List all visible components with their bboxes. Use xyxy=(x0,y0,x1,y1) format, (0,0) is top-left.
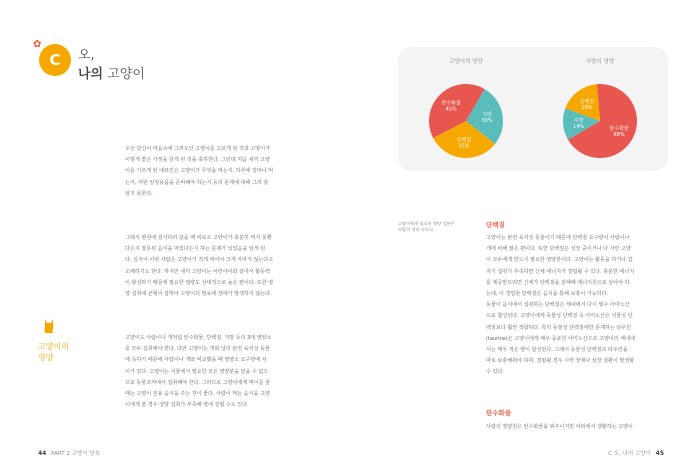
section-carb-text: 사람의 영양원은 탄수화물을 위주이지만 야외에서 생활하는 고양이 xyxy=(486,424,633,430)
slice-label: 지방 30% xyxy=(481,111,493,124)
page-title-strong: 나의 xyxy=(78,67,104,82)
section-protein-title: 단백질 xyxy=(486,221,505,229)
slice-label: 탄수화물 45% xyxy=(441,100,461,113)
page-title-line2 xyxy=(78,63,145,82)
chart-caption: 고양이에게 필요한 영양 성분은 사람의 것과 다르다. xyxy=(398,221,455,232)
paragraph-2: 그래서 병원에 검사하러 갔을 때 비로소 고양이가 충분히 먹지 못했 다든지 잘못된 음식을 먹었다든지 하는 문제가 있었음을 알게 된 다. 심지어 어떤 사람은 고양이가 적게 먹어야 크게 자라지 않는다고 오해하기도 한다. 하지만 새끼 고양이는 어린아이와 같아서 활동력 이 왕성하기 때문에 필요한 열량도 상대적으로 높은 편이다. 또한 영 양 섭취에 균형이 잡혀야 고양이의 발육에 장애가 발생하지 않는다. xyxy=(125,235,274,298)
side-heading-line1: 고양이의 xyxy=(38,342,69,351)
slice-label: 단백질 35% xyxy=(456,137,472,150)
slice-label: 단백질 18% xyxy=(579,98,595,111)
badge-letter: C xyxy=(49,51,61,69)
section-protein-text: 고양이는 완전 육식성 동물이기 때문에 단백질 요구량이 사람이나 개에 비해 많은 편이다. 또한 단백질은 성장 중이거나 다 자란 고양 이 모두에게 반드시 필요한 영양분이다. 고양이는 활동을 하거나 갑 자기 섭취가 부족하면 신체 에너지가 결핍될 수 있다. 충분한 에너지 를 제공받으려면 신체가 단백질을 분해해 에너지원으로 삼아야 하 는데, 이 경험한 단백질은 음식을 통해 보충이 가능하다. 동물이 음식에서 섭취하는 단백질은 체내에서 다시 필수 아미노산 으로 합성된다. 고양이에게 동물성 단백질 속 아미노산은 식물성 단 백질보다 훨씬 적합하다. 특히 동물성 단백질에만 존재하는 타우린 (taurine)은 고양이에게 매우 중요한 아미노산으로 고양이의 체내에 서는 매우 적은 양이 합성된다. 그래서 동물성 단백질로 타우린을 따로 보충해줘야 하며, 결핍될 경우 시력 장애나 심장 질환이 발생할 수 있다. xyxy=(486,235,635,376)
left-page-number: 44 xyxy=(38,450,47,457)
right-footer xyxy=(608,449,664,457)
section-carb-title: 탄수화물 xyxy=(486,409,512,417)
chart-title: 고양이의 영양 xyxy=(449,59,483,65)
pie-charts-svg xyxy=(398,47,668,171)
cat-silhouette-icon xyxy=(42,318,56,334)
right-page-number: 45 xyxy=(655,450,664,457)
slice-label: 탄수화물 68% xyxy=(609,125,629,138)
slice-label: 지방 14% xyxy=(573,117,585,130)
paragraph-3: 고양이도 사람이나 개처럼 탄수화물, 단백질, 지방 등의 3대 영양소 를 모두 섭취해야 한다. 다만 고양이는 개와 달리 완전 육식성 동물 에 속하기 때문에 사람이나 개와 비교했을 때 영양소 요구량에 차 이가 있다. 고양이는 식물에서 필요한 모든 영양분을 얻을 수 없으 므로 동물조직에서 섭취해야 한다. 그러므로 고양이에게 먹이를 줄 때는 고양이 전용 음식을 주는 것이 좋다. 사람이 먹는 음식을 고양 이에게 줄 경우 영양 섭취가 부족해 병에 걸릴 수도 있다. xyxy=(125,335,272,409)
charts-panel xyxy=(398,47,668,171)
intro-paragraph: 우선 당신이 마음속에 그려오던 고양이를 고르게 된 것과 고양이가 이렇게 좋은 가정을 갖게 된 것을 축하한다. 그런데 처음 새끼 고양 이를 기르게 된 애묘인은 고양이가 무엇을 먹는지, 하루에 얼마나 먹 는지, 어떤 일상용품을 준비해야 하는지 등의 문제에 대해 그리 잘 알지 못한다. xyxy=(125,146,274,197)
chart-title: 사람의 영양 xyxy=(585,59,615,65)
badge-flower-icon: ✿ xyxy=(33,39,42,50)
page-title-line1: 오, xyxy=(78,48,95,63)
page-title-rest: 고양이 xyxy=(103,67,145,82)
side-heading-line2: 영양 xyxy=(38,353,54,362)
right-footer-text: C 오, 나의 고양이 xyxy=(608,451,651,457)
left-footer-text: PART 2 고양이 양육 xyxy=(51,451,100,457)
left-footer xyxy=(38,449,100,457)
